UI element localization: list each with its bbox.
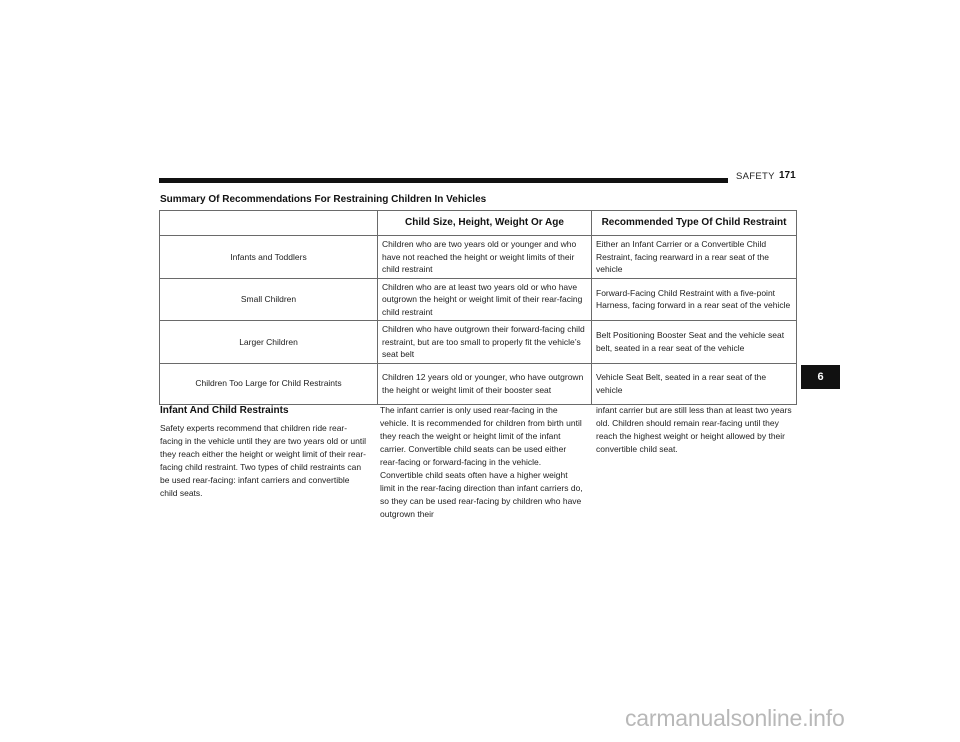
table-header-row	[160, 211, 797, 236]
page-number: 171	[779, 170, 796, 181]
header-rule	[159, 178, 728, 183]
row-size: Children who have outgrown their forward-facing child restraint, but are too small to properly fit the vehicle’s seat belt	[378, 321, 592, 364]
table-header-size: Child Size, Height, Weight Or Age	[378, 211, 592, 236]
table-header-category	[160, 211, 378, 236]
row-category: Children Too Large for Child Restraints	[160, 363, 378, 404]
row-category: Larger Children	[160, 321, 378, 364]
row-category: Small Children	[160, 278, 378, 321]
body-paragraph: Safety experts recommend that children ride rear-facing in the vehicle until they are two years old or until they reach either the height or weight limit of their rear-facing child restraint. Two types of child restraints can be used rear-facing: infant carriers and convertible child seats.	[160, 423, 367, 498]
table-row	[160, 363, 797, 404]
table-title: Summary Of Recommendations For Restraining Children In Vehicles	[160, 194, 487, 205]
table-header-recommendation: Recommended Type Of Child Restraint	[592, 211, 797, 236]
table-row	[160, 321, 797, 364]
section-heading: Infant And Child Restraints	[160, 405, 289, 416]
body-column-1	[160, 404, 368, 500]
row-recommendation: Vehicle Seat Belt, seated in a rear seat of the vehicle	[592, 363, 797, 404]
table-row	[160, 236, 797, 279]
section-title: SAFETY	[736, 171, 775, 182]
row-size: Children 12 years old or younger, who have outgrown the height or weight limit of their booster seat	[378, 363, 592, 404]
row-size: Children who are at least two years old or who have outgrown the height or weight limit of their rear-facing child restraint	[378, 278, 592, 321]
body-paragraph: infant carrier but are still less than at least two years old. Children should remain rear-facing until they reach the highest weight or height allowed by their convertible child seat.	[596, 405, 792, 454]
watermark: carmanualsonline.info	[625, 705, 845, 731]
row-recommendation: Forward-Facing Child Restraint with a five-point Harness, facing forward in a rear seat of the vehicle	[592, 278, 797, 321]
chapter-tab: 6	[801, 365, 840, 389]
body-column-3	[596, 404, 801, 456]
row-category: Infants and Toddlers	[160, 236, 378, 279]
row-recommendation: Either an Infant Carrier or a Convertible Child Restraint, facing rearward in a rear seat of the vehicle	[592, 236, 797, 279]
row-recommendation: Belt Positioning Booster Seat and the vehicle seat belt, seated in a rear seat of the vehicle	[592, 321, 797, 364]
recommendations-table	[159, 210, 797, 405]
table-row	[160, 278, 797, 321]
body-paragraph: The infant carrier is only used rear-facing in the vehicle. It is recommended for children from birth until they reach the weight or height limit of the infant carrier. Convertible child seats can be used either rear-facing or forward-facing in the vehicle. Convertible child seats often have a higher weight limit in the rear-facing direction than infant carriers do, so they can be used rear-facing by children who have outgrown their	[380, 405, 583, 519]
body-column-2	[380, 404, 584, 521]
row-size: Children who are two years old or younger and who have not reached the height or weight limits of their child restraint	[378, 236, 592, 279]
